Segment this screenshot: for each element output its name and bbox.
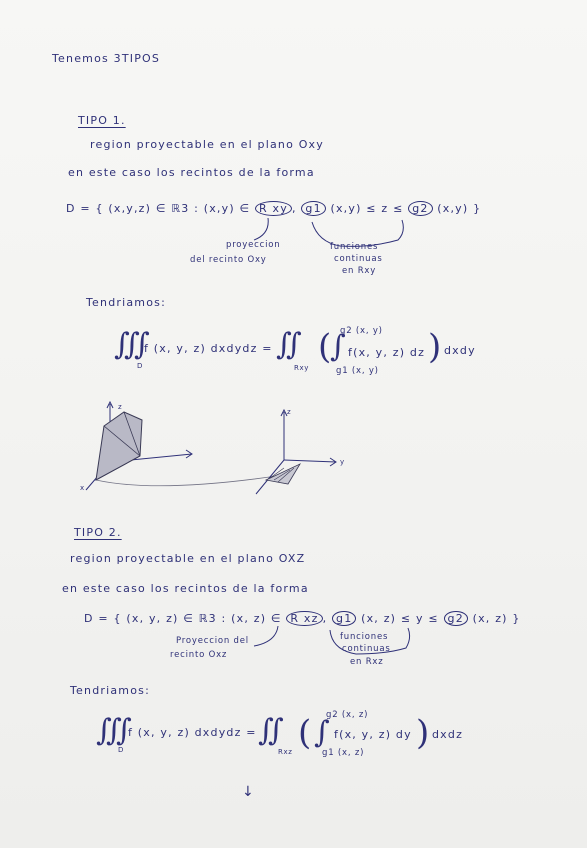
tipo2-lower-limit: g1 (x, z) <box>322 748 365 758</box>
tipo1-proj-note-1: proyeccion <box>226 240 281 250</box>
tipo2-domain-mid: (x, z) ≤ y ≤ <box>361 612 439 625</box>
tipo2-func-note-1: funciones <box>340 632 389 642</box>
tipo1-tendriamos: Tendriamos: <box>86 296 166 309</box>
tipo1-line2: en este caso los recintos de la forma <box>68 166 315 179</box>
tipo1-lhs-subscript: D <box>137 362 143 370</box>
tipo2-domain-region: R xz <box>286 611 322 626</box>
tipo2-left-paren: ( <box>298 713 312 753</box>
tipo2-domain-prefix: D = { (x, y, z) ∈ ℝ3 : (x, z) ∈ <box>84 612 282 625</box>
page-turn-arrow-icon: ↓ <box>242 784 255 800</box>
tipo1-fig1-axis-z: z <box>118 403 123 411</box>
tipo1-func-note-3: en Rxy <box>342 266 377 276</box>
tipo1-3d-figures <box>70 398 370 508</box>
tipo2-func-note-3: en Rxz <box>350 657 384 667</box>
tipo1-domain-end: (x,y) } <box>437 202 482 215</box>
tipo2-proj-note-2: recinto Oxz <box>170 650 228 660</box>
tipo1-single-integral-sign: ∫ <box>330 329 346 364</box>
tipo1-fig2-axis-z: z <box>287 408 292 416</box>
tipo2-upper-limit: g2 (x, z) <box>326 710 369 720</box>
tipo2-right-paren: ) <box>416 713 430 753</box>
tipo1-lower-limit: g1 (x, y) <box>336 366 379 376</box>
tipo2-tendriamos: Tendriamos: <box>70 684 150 697</box>
tipo2-double-integral-sign: ∬ <box>258 713 284 748</box>
tipo1-line1: region proyectable en el plano Oxy <box>90 138 324 151</box>
tipo1-outer-differential: dxdy <box>444 344 476 357</box>
tipo1-double-integral-sign: ∬ <box>276 327 302 362</box>
tipo2-proj-note-1: Proyeccion del <box>176 636 249 646</box>
tipo1-upper-limit: g2 (x, y) <box>340 326 383 336</box>
tipo1-domain-definition: D = { (x,y,z) ∈ ℝ3 : (x,y) ∈ R xy , g1 (x,y) ≤ z ≤ g2 (x,y) } <box>66 202 482 215</box>
tipo1-domain-region: R xy <box>255 201 292 216</box>
tipo1-proj-note-2: del recinto Oxy <box>190 255 267 265</box>
tipo1-func-note-1: funciones <box>330 242 379 252</box>
tipo1-right-paren: ) <box>428 327 442 367</box>
tipo2-rhs-subscript: Rxz <box>278 748 293 756</box>
intro-line: Tenemos 3TIPOS <box>52 52 161 65</box>
tipo1-inner-integrand: f(x, y, z) dz <box>348 346 426 359</box>
tipo2-triple-integral-sign: ∭ <box>96 713 132 748</box>
tipo1-domain-mid: (x,y) ≤ z ≤ <box>330 202 404 215</box>
tipo1-fig1-axis-x: x <box>80 484 85 492</box>
tipo2-line1: region proyectable en el plano OXZ <box>70 552 306 565</box>
tipo1-func-note-2: continuas <box>334 254 383 264</box>
tipo1-heading: TIPO 1. <box>78 114 126 127</box>
tipo1-rhs-subscript: Rxy <box>294 364 309 372</box>
tipo2-inner-integrand: f(x, y, z) dy <box>334 728 412 741</box>
tipo1-triple-integral-sign: ∭ <box>114 327 150 362</box>
tipo2-domain-end: (x, z) } <box>472 612 521 625</box>
tipo2-domain-g2: g2 <box>444 611 468 626</box>
tipo2-func-note-2: continuas <box>342 644 391 654</box>
tipo2-line2: en este caso los recintos de la forma <box>62 582 309 595</box>
tipo1-domain-prefix: D = { (x,y,z) ∈ ℝ3 : (x,y) ∈ <box>66 202 251 215</box>
tipo1-left-paren: ( <box>318 327 332 367</box>
tipo2-domain-g1: g1 <box>332 611 356 626</box>
tipo2-lhs-subscript: D <box>118 746 124 754</box>
tipo1-domain-g2: g2 <box>408 201 432 216</box>
tipo2-lhs-integrand: f (x, y, z) dxdydz = <box>128 726 257 739</box>
tipo2-heading: TIPO 2. <box>74 526 122 539</box>
tipo2-domain-definition: D = { (x, y, z) ∈ ℝ3 : (x, z) ∈ R xz , g1 (x, z) ≤ y ≤ g2 (x, z) } <box>84 612 521 625</box>
tipo1-domain-g1: g1 <box>301 201 325 216</box>
tipo1-fig2-axis-y: y <box>340 458 345 466</box>
tipo2-outer-differential: dxdz <box>432 728 464 741</box>
tipo2-single-integral-sign: ∫ <box>314 715 330 750</box>
tipo1-lhs-integrand: f (x, y, z) dxdydz = <box>144 342 273 355</box>
